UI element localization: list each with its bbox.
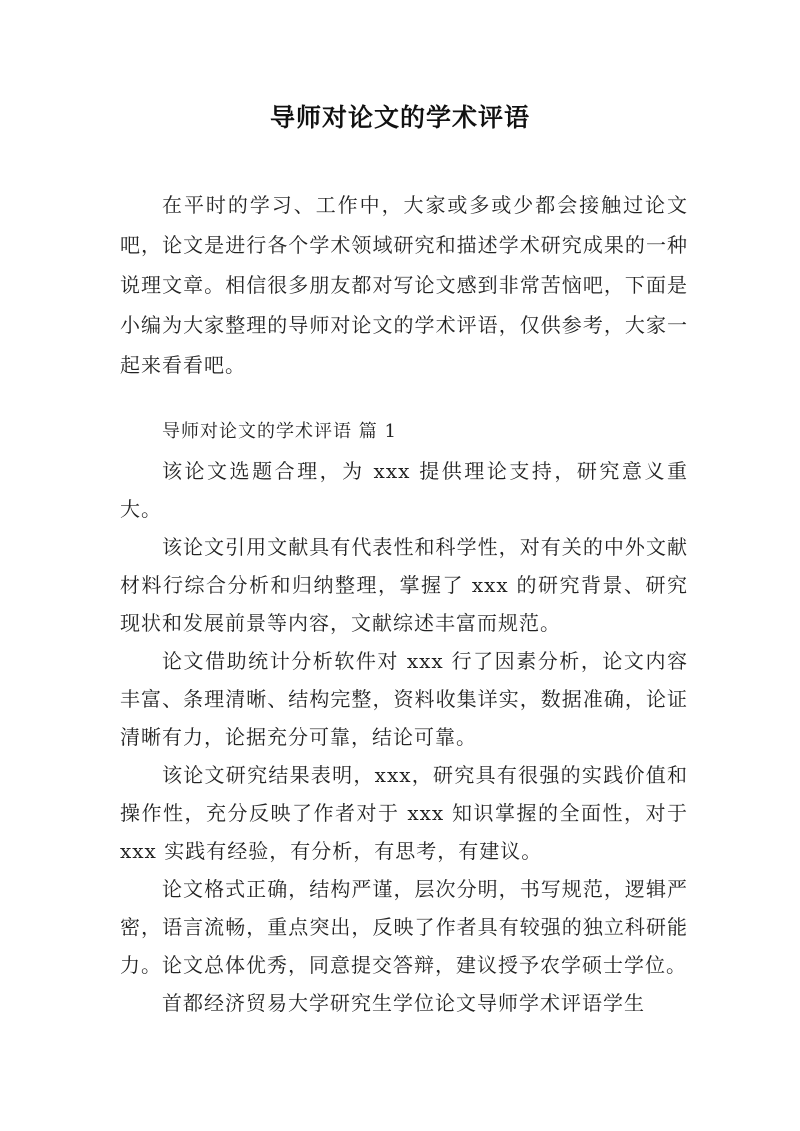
section-body [120, 452, 688, 1022]
paragraph-format: 论文格式正确，结构严谨，层次分明，书写规范，逻辑严密，语言流畅，重点突出，反映了作者具有较强的独立科研能力。论文总体优秀，同意提交答辩，建议授予农学硕士学位。 [120, 877, 688, 977]
paragraph-literature: 该论文引用文献具有代表性和科学性，对有关的中外文献材料行综合分析和归纳整理，掌握了 xxx 的研究背景、研究现状和发展前景等内容，文献综述丰富而规范。 [120, 535, 688, 635]
page-title: 导师对论文的学术评语 [269, 103, 530, 132]
paragraph-closing: 首都经济贸易大学研究生学位论文导师学术评语学生 [162, 991, 645, 1015]
intro-paragraph: 在平时的学习、工作中，大家或多或少都会接触过论文吧，论文是进行各个学术领域研究和描述学术研究成果的一种说理文章。相信很多朋友都对写论文感到非常苦恼吧，下面是小编为大家整理的导师对论文的学术评语，仅供参考，大家一起来看看吧。 [120, 193, 688, 377]
paragraph-topic: 该论文选题合理，为 xxx 提供理论支持，研究意义重大。 [120, 459, 688, 521]
paragraph-analysis: 论文借助统计分析软件对 xxx 行了因素分析，论文内容丰富、条理清晰、结构完整，资料收集详实，数据准确，论证清晰有力，论据充分可靠，结论可靠。 [120, 649, 688, 749]
paragraph-results: 该论文研究结果表明，xxx，研究具有很强的实践价值和操作性，充分反映了作者对于 xxx 知识掌握的全面性，对于 xxx 实践有经验，有分析，有思考，有建议。 [120, 763, 688, 863]
section-heading: 导师对论文的学术评语 篇 1 [162, 421, 397, 442]
